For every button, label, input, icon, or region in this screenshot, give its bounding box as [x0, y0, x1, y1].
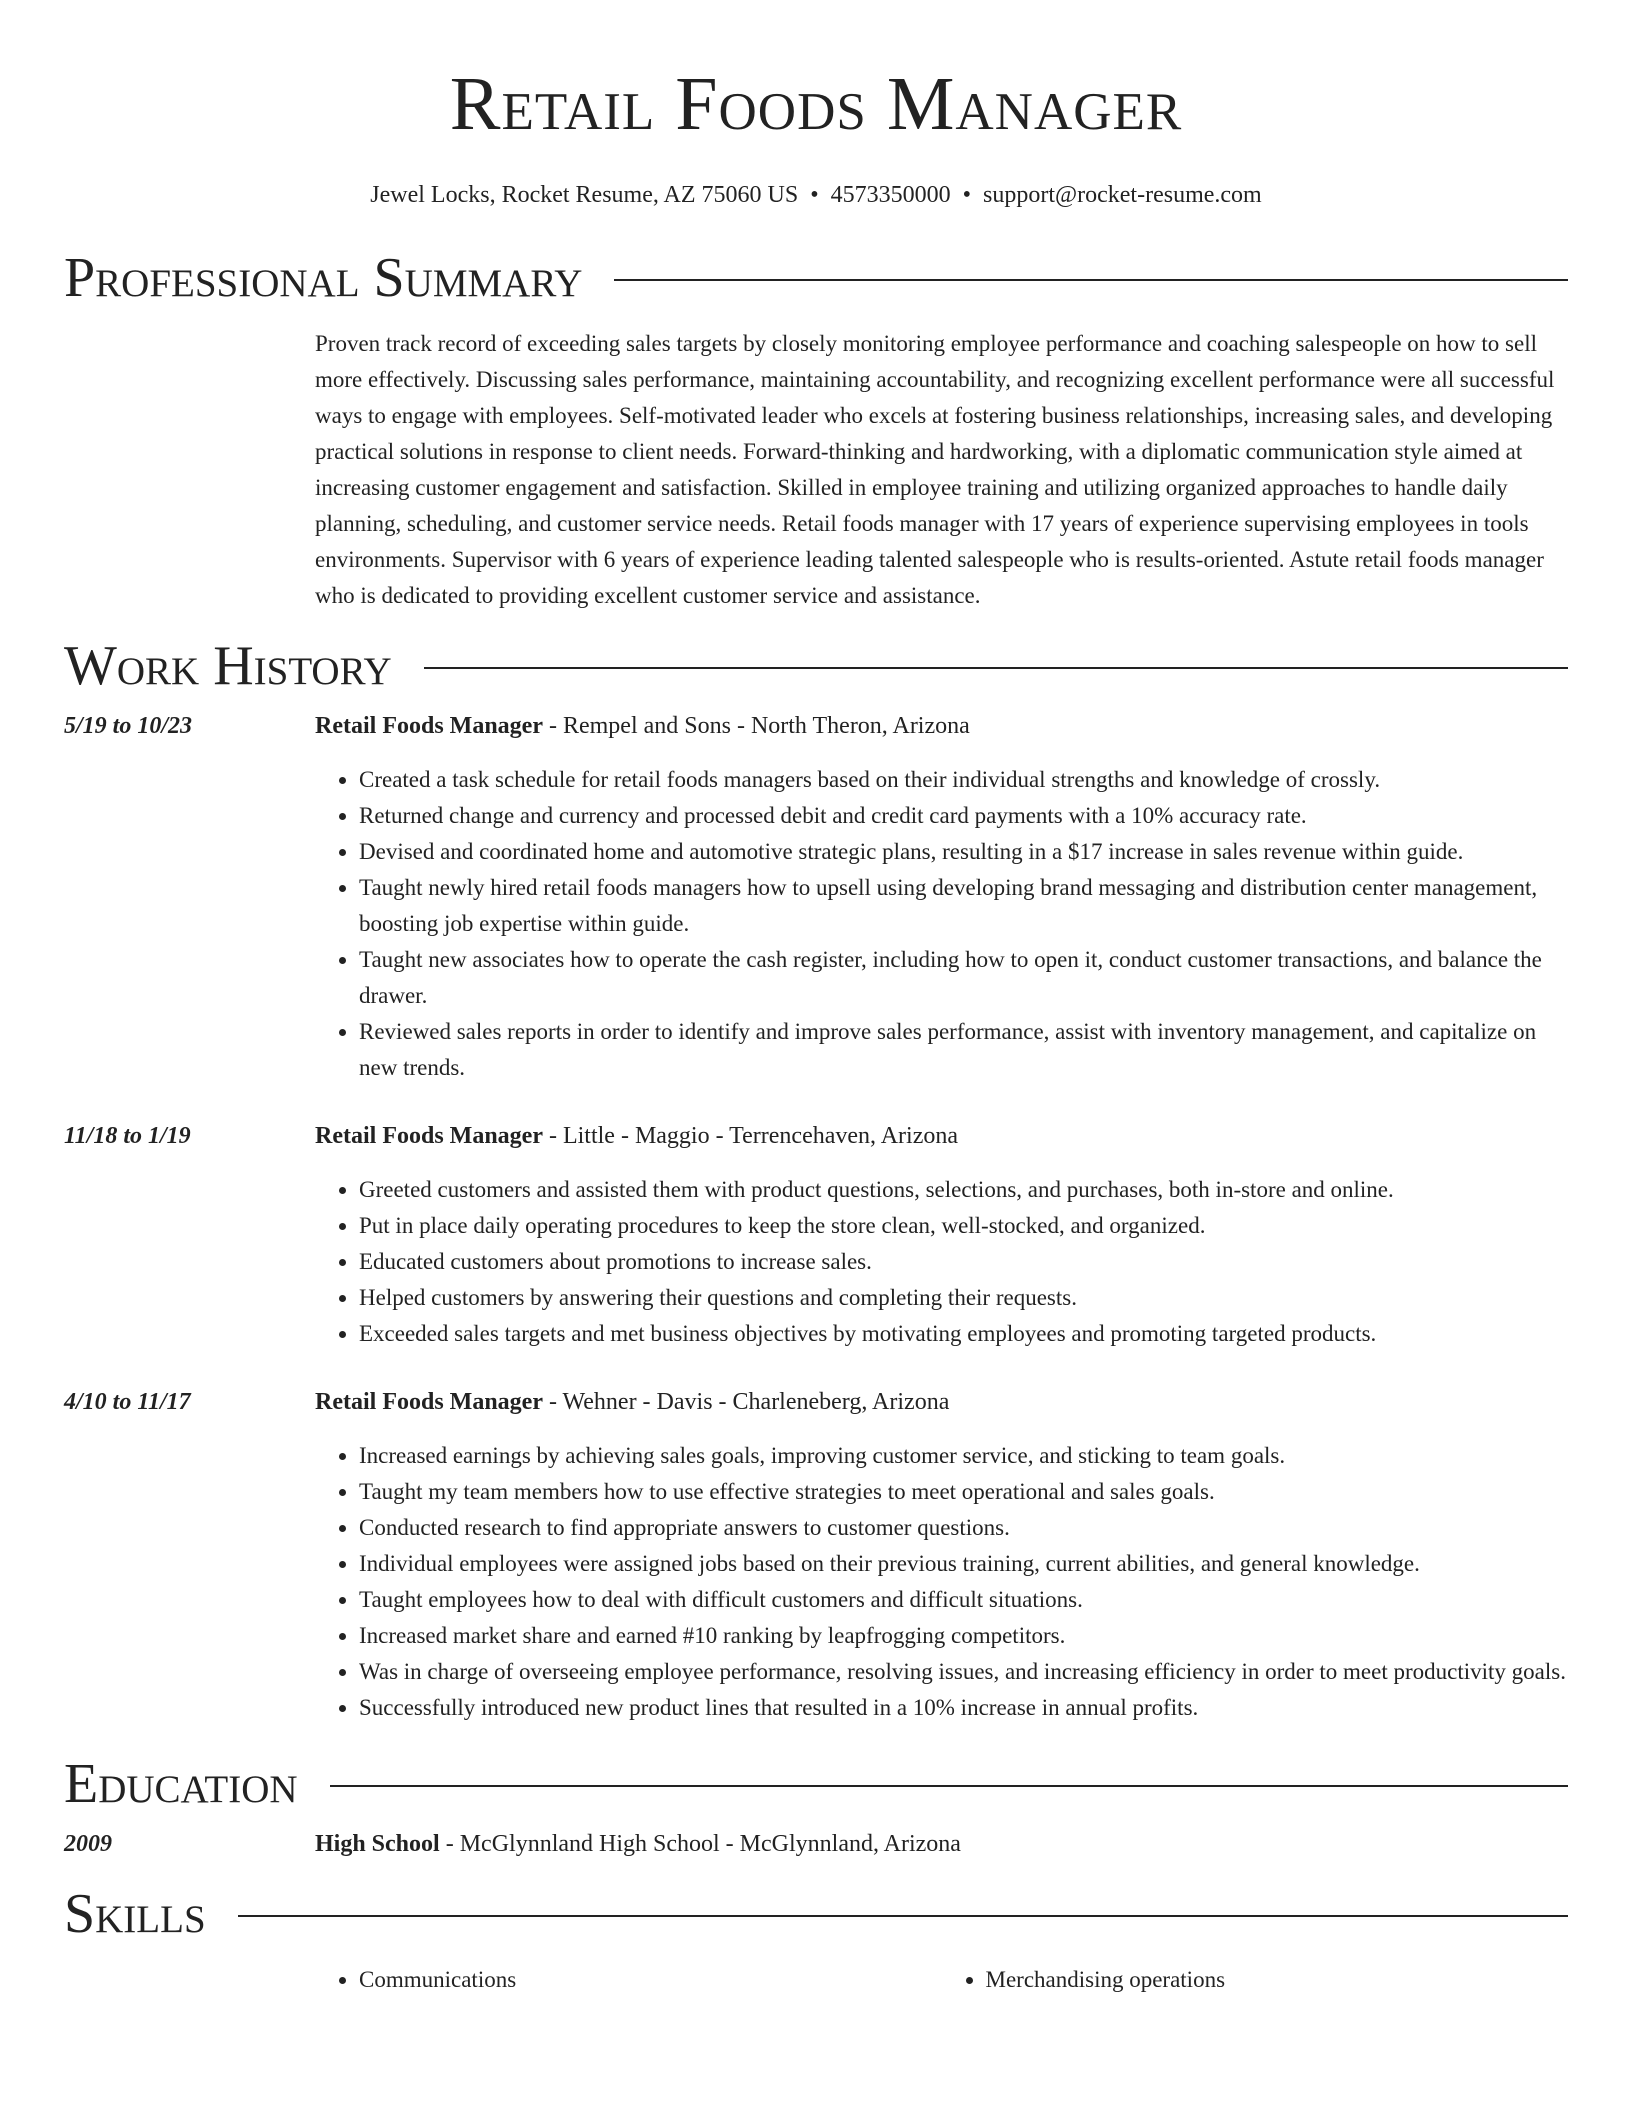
skills-row	[64, 1962, 1568, 1998]
skills-list-right	[942, 1962, 1569, 1998]
list-item: • Helped customers by answering their questions and completing their requests.	[359, 1280, 1568, 1316]
section-title-education: Education	[64, 1753, 298, 1815]
list-item: • Was in charge of overseeing employee performance, resolving issues, and increasing efficiency in order to meet productivity goals.	[359, 1654, 1568, 1690]
job-details: - Wehner - Davis - Charleneberg, Arizona	[542, 1389, 950, 1415]
list-item: • Returned change and currency and processed debit and credit card payments with a 10% accuracy rate.	[359, 798, 1568, 834]
job-bullets	[315, 762, 1568, 1086]
job-title: Retail Foods Manager	[315, 1389, 543, 1415]
job-entry	[64, 1384, 1568, 1726]
job-details: - Rempel and Sons - North Theron, Arizona	[542, 713, 970, 739]
education-year: 2009	[64, 1831, 112, 1857]
list-item: • Successfully introduced new product lines that resulted in a 10% increase in annual profits.	[359, 1690, 1568, 1726]
list-item: • Taught newly hired retail foods managers how to upsell using developing brand messaging and distribution center management, boosting job expertise within guide.	[359, 870, 1568, 942]
education-entry	[64, 1826, 1568, 1862]
skills-list-left	[315, 1962, 942, 1998]
skills-columns	[315, 1962, 1568, 1998]
contact-email: support@rocket-resume.com	[983, 182, 1262, 208]
job-heading	[315, 1118, 1568, 1154]
section-header-education	[64, 1752, 1568, 1816]
job-body	[315, 1118, 1568, 1352]
section-rule	[614, 279, 1568, 281]
section-title-skills: Skills	[64, 1883, 206, 1945]
job-bullets	[315, 1172, 1568, 1352]
list-item: • Taught employees how to deal with difficult customers and difficult situations.	[359, 1582, 1568, 1618]
list-item: • Exceeded sales targets and met business objectives by motivating employees and promoting targeted products.	[359, 1316, 1568, 1352]
list-item: • Increased earnings by achieving sales goals, improving customer service, and sticking to team goals.	[359, 1438, 1568, 1474]
contact-separator: •	[810, 182, 819, 208]
section-rule	[330, 1785, 1568, 1787]
summary-row	[64, 326, 1568, 614]
job-body	[315, 1384, 1568, 1726]
section-header-summary	[64, 246, 1568, 310]
section-title-work: Work History	[64, 635, 392, 697]
list-item: • Taught my team members how to use effective strategies to meet operational and sales goals.	[359, 1474, 1568, 1510]
job-heading	[315, 1384, 1568, 1420]
job-dates: 4/10 to 11/17	[64, 1389, 191, 1415]
skills-spacer	[64, 1962, 315, 1998]
education-degree: High School	[315, 1831, 440, 1857]
job-title: Retail Foods Manager	[315, 1123, 543, 1149]
list-item: • Communications	[359, 1962, 942, 1998]
resume-page	[64, 0, 1568, 1998]
summary-text: Proven track record of exceeding sales targets by closely monitoring employee performance and coaching salespeople on how to sell more effectively. Discussing sales performance, maintaining accountability, and recognizing excellent performance were all successful ways to engage with employees. Self-motivated leader who excels at fostering business relationships, increasing sales, and developing practical solutions in response to client needs. Forward-thinking and hardworking, with a diplomatic communication style aimed at increasing customer engagement and satisfaction. Skilled in employee training and utilizing organized approaches to handle daily planning, scheduling, and customer service needs. Retail foods manager with 17 years of experience supervising employees in tools environments. Supervisor with 6 years of experience leading talented salespeople who is results-oriented. Astute retail foods manager who is dedicated to providing excellent customer service and assistance.	[315, 331, 1555, 608]
list-item: • Put in place daily operating procedures to keep the store clean, well-stocked, and organized.	[359, 1208, 1568, 1244]
job-heading	[315, 708, 1568, 744]
list-item: • Greeted customers and assisted them with product questions, selections, and purchases, both in-store and online.	[359, 1172, 1568, 1208]
list-item: • Created a task schedule for retail foods managers based on their individual strengths and knowledge of crossly.	[359, 762, 1568, 798]
job-entry	[64, 1118, 1568, 1352]
job-title: Retail Foods Manager	[315, 713, 543, 739]
job-dates: 5/19 to 10/23	[64, 713, 193, 739]
education-details: - McGlynnland High School - McGlynnland, Arizona	[439, 1831, 961, 1857]
list-item: • Taught new associates how to operate the cash register, including how to open it, conduct customer transactions, and balance the drawer.	[359, 942, 1568, 1014]
job-dates: 11/18 to 1/19	[64, 1123, 191, 1149]
section-title-summary: Professional Summary	[64, 247, 583, 309]
section-rule	[238, 1915, 1568, 1917]
summary-spacer	[64, 326, 315, 614]
section-header-skills	[64, 1882, 1568, 1946]
section-header-work	[64, 634, 1568, 698]
contact-address: Jewel Locks, Rocket Resume, AZ 75060 US	[370, 182, 799, 208]
job-entry	[64, 708, 1568, 1086]
education-body	[315, 1826, 1568, 1862]
list-item: • Reviewed sales reports in order to identify and improve sales performance, assist with inventory management, and capitalize on new trends.	[359, 1014, 1568, 1086]
contact-line	[64, 180, 1568, 210]
job-body	[315, 708, 1568, 1086]
resume-title: Retail Foods Manager	[449, 62, 1183, 146]
job-details: - Little - Maggio - Terrencehaven, Arizona	[542, 1123, 959, 1149]
job-bullets	[315, 1438, 1568, 1726]
list-item: • Merchandising operations	[986, 1962, 1569, 1998]
section-rule	[424, 667, 1568, 669]
contact-separator: •	[962, 182, 972, 208]
list-item: • Devised and coordinated home and automotive strategic plans, resulting in a $17 increase in sales revenue within guide.	[359, 834, 1568, 870]
contact-phone: 4573350000	[830, 182, 951, 208]
list-item: • Conducted research to find appropriate answers to customer questions.	[359, 1510, 1568, 1546]
list-item: • Increased market share and earned #10 ranking by leapfrogging competitors.	[359, 1618, 1568, 1654]
list-item: • Individual employees were assigned jobs based on their previous training, current abilities, and general knowledge.	[359, 1546, 1568, 1582]
list-item: • Educated customers about promotions to increase sales.	[359, 1244, 1568, 1280]
